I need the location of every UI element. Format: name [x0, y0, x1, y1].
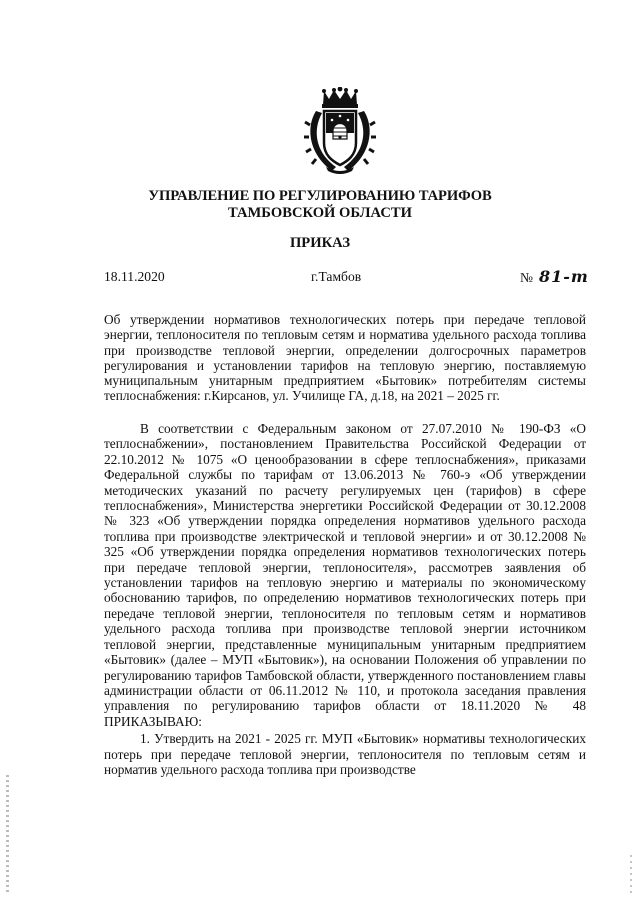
order-number-handwritten: 81-т: [538, 267, 589, 286]
order-number: [520, 269, 589, 286]
authority-name: УПРАВЛЕНИЕ ПО РЕГУЛИРОВАНИЮ ТАРИФОВ: [148, 188, 492, 204]
order-city: г.Тамбов: [311, 269, 362, 284]
scan-edge-mark: [6, 775, 9, 895]
order-number-label: №: [520, 270, 533, 285]
order-body: [104, 421, 586, 777]
scan-edge-mark: [630, 855, 632, 895]
document-type-title: ПРИКАЗ: [289, 235, 351, 251]
order-date: 18.11.2020: [104, 269, 165, 284]
authority-region: ТАМБОВСКОЙ ОБЛАСТИ: [227, 205, 412, 221]
body-paragraph-preamble: В соответствии с Федеральным законом от 27.07.2010 № 190-ФЗ «О теплоснабжении», постановлением Правительства Российской Федерации от 22.10.2012 № 1075 «О ценообразовании в сфере теплоснабжения», приказами Федеральной службы по тарифам от 13.06.2013 № 760-э «Об утверждении методических указаний по расчету регулируемых цен (тарифов) в сфере теплоснабжения», Министерства энергетики Российской Федерации от 30.12.2008 № 323 «Об утверждении порядка определения нормативов удельного расхода топлива при производстве электрической и тепловой энергии» и от 30.12.2008 № 325 «Об утверждении порядка определения нормативов технологических потерь при передаче тепловой энергии, теплоносителя», рассмотрев заявления об установлении тарифов на тепловую энергию и материалы по экономическому обоснованию тарифов, по определению нормативов технологических потерь при передаче тепловой энергии, теплоносителя по тепловым сетям и нормативов удельного расхода топлива при производстве тепловой энергии источником тепловой энергии, представленные муниципальным унитарным предприятием «Бытовик» (далее – МУП «Бытовик»), на основании Положения об управлении по регулированию тарифов Тамбовской области, утвержденного постановлением главы администрации области от 06.11.2012 № 110, и протокола заседания правления управления по регулированию тарифов области от 18.11.2020 № 48 ПРИКАЗЫВАЮ:: [104, 421, 586, 729]
coat-of-arms-icon: [302, 87, 378, 177]
order-subject: Об утверждении нормативов технологических потерь при передаче тепловой энергии, теплоносителя по тепловым сетям и норматива удельного расхода топлива при производстве тепловой энергии, определении долгосрочных параметров регулирования и установлении тарифов на тепловую энергию, поставляемую муниципальным унитарным предприятием «Бытовик» потребителям системы теплоснабжения: г.Кирсанов, ул. Училище ГА, д.18, на 2021 – 2025 гг.: [104, 312, 586, 404]
body-paragraph-item-1: 1. Утвердить на 2021 - 2025 гг. МУП «Бытовик» нормативы технологических потерь при передаче тепловой энергии, теплоносителя по тепловым сетям и норматив удельного расхода топлива при производстве: [104, 731, 586, 777]
